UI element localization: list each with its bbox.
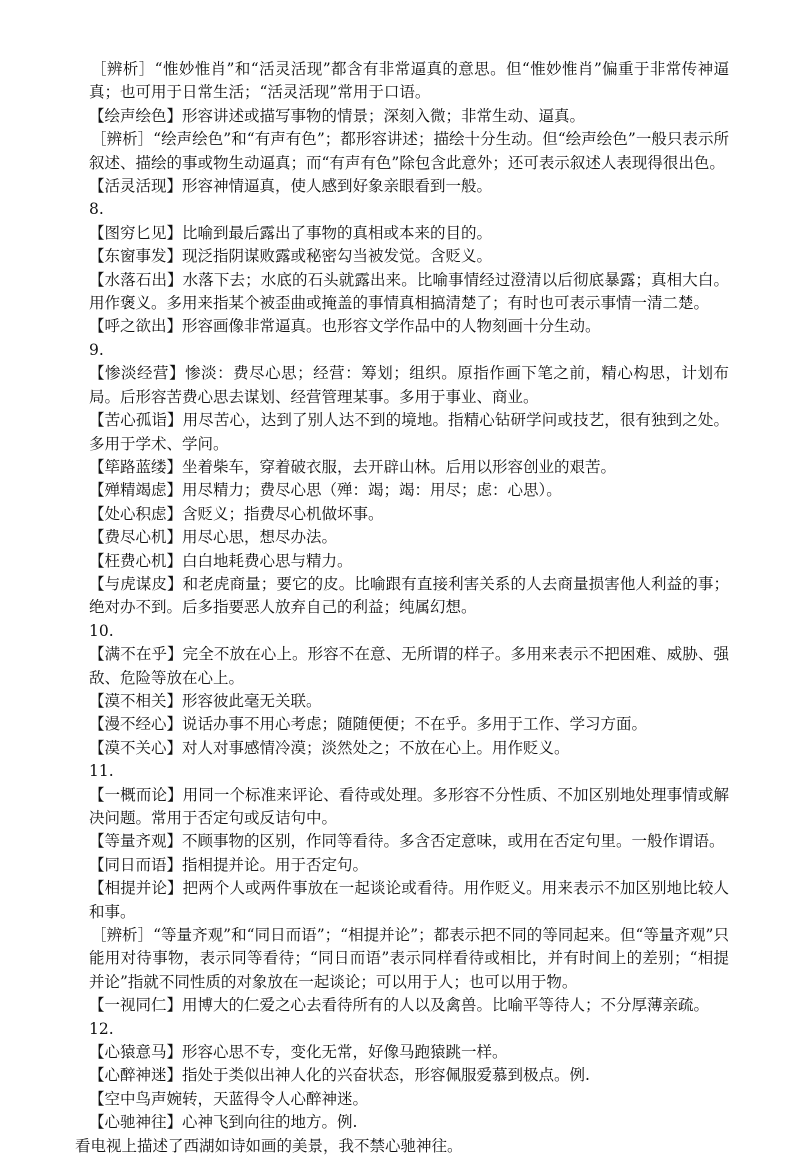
idiom-entry: 【处心积虑】含贬义；指费尽心机做坏事。 <box>89 504 384 523</box>
document-page <box>75 58 729 1158</box>
idiom-entry: 【一视同仁】用博大的仁爱之心去看待所有的人以及禽兽。比喻平等待人；不分厚薄亲疏。 <box>89 996 710 1015</box>
idiom-entry: 【筚路蓝缕】坐着柴车，穿着破衣服，去开辟山林。后用以形容创业的艰苦。 <box>89 457 617 476</box>
idiom-entry: 【呼之欲出】形容画像非常逼真。也形容文学作品中的人物刻画十分生动。 <box>89 317 601 336</box>
example-sentence: 看电视上描述了西湖如诗如画的美景，我不禁心驰神往。 <box>75 1136 463 1155</box>
idiom-entry: 【一概而论】用同一个标准来评论、看待或处理。多形容不分性质、不加区别地处理事情或解决问题。常用于否定句或反诘句中。 <box>89 785 729 827</box>
section-number: 11. <box>89 762 114 781</box>
section-number: 8. <box>89 200 104 219</box>
paragraph-analysis-3: ［辨析］“等量齐观”和“同日而语”；“相提并论”；都表示把不同的等同起来。但“等量齐观”只能用对待事物，表示同等看待；“同日而语”表示同样看待或相比，并有时间上的差别；“相提并论”指就不同性质的对象放在一起谈论；可以用于人；也可以用于物。 <box>89 926 729 991</box>
example-sentence: 【空中鸟声婉转，天蓝得令人心醉神迷。 <box>89 1089 369 1108</box>
paragraph-analysis-1: ［辨析］“惟妙惟肖”和“活灵活现”都含有非常逼真的意思。但“惟妙惟肖”偏重于非常传神逼真；也可用于日常生活；“活灵活现”常用于口语。 <box>89 60 729 102</box>
idiom-entry: 【心猿意马】形容心思不专，变化无常，好像马跑猿跳一样。 <box>89 1043 508 1062</box>
idiom-entry: 【惨淡经营】惨淡：费尽心思；经营：筹划；组织。原指作画下笔之前，精心构思，计划布局。后形容苦费心思去谋划、经营管理某事。多用于事业、商业。 <box>89 364 729 406</box>
idiom-entry: 【费尽心机】用尽心思，想尽办法。 <box>89 528 338 547</box>
paragraph-analysis-2: ［辨析］“绘声绘色”和“有声有色”；都形容讲述；描绘十分生动。但“绘声绘色”一般只表示所叙述、描绘的事或物生动逼真；而“有声有色”除包含此意外；还可表示叙述人表现得很出色。 <box>89 130 729 172</box>
idiom-entry: 【东窗事发】现泛指阴谋败露或秘密勾当被发觉。含贬义。 <box>89 247 493 266</box>
idiom-entry: 【水落石出】水落下去；水底的石头就露出来。比喻事情经过澄清以后彻底暴露；真相大白。用作褒义。多用来指某个被歪曲或掩盖的事情真相搞清楚了；有时也可表示事情一清二楚。 <box>89 270 729 313</box>
idiom-entry: 【同日而语】指相提并论。用于否定句。 <box>89 855 369 874</box>
section-number: 12. <box>89 1019 114 1038</box>
idiom-entry: 【心驰神往】心神飞到向往的地方。例. <box>89 1113 358 1132</box>
idiom-entry: 【漫不经心】说话办事不用心考虑；随随便便；不在乎。多用于工作、学习方面。 <box>89 715 648 734</box>
idiom-entry: 【图穷匕见】比喻到最后露出了事物的真相或本来的目的。 <box>89 223 493 242</box>
idiom-entry: 【活灵活现】形容神情逼真，使人感到好象亲眼看到一般。 <box>89 177 493 196</box>
idiom-entry: 【漠不关心】对人对事感情冷漠；淡然处之；不放在心上。用作贬义。 <box>89 738 570 757</box>
idiom-entry: 【枉费心机】白白地耗费心思与精力。 <box>89 551 353 570</box>
idiom-entry: 【漠不相关】形容彼此毫无关联。 <box>89 691 322 710</box>
idiom-entry: 【殚精竭虑】用尽精力；费尽心思（殚：竭；竭：用尽；虑：心思）。 <box>89 481 562 500</box>
idiom-entry: 【等量齐观】不顾事物的区别，作同等看待。多含否定意味，或用在否定句里。一般作谓语。 <box>89 832 725 851</box>
section-number: 9. <box>89 340 104 359</box>
idiom-entry: 【满不在乎】完全不放在心上。形容不在意、无所谓的样子。多用来表示不把困难、威胁、强敌、危险等放在心上。 <box>89 645 729 687</box>
section-number: 10. <box>89 621 114 640</box>
idiom-entry: 【心醉神迷】指处于类似出神人化的兴奋状态，形容佩服爱慕到极点。例. <box>89 1066 590 1085</box>
idiom-entry: 【苦心孤诣】用尽苦心，达到了别人达不到的境地。指精心钻研学问或技艺，很有独到之处。多用于学术、学问。 <box>89 411 729 453</box>
idiom-entry: 【与虎谋皮】和老虎商量；要它的皮。比喻跟有直接利害关系的人去商量损害他人利益的事；绝对办不到。后多指要恶人放弃自己的利益；纯属幻想。 <box>89 574 729 617</box>
idiom-entry: 【相提并论】把两个人或两件事放在一起谈论或看待。用作贬义。用来表示不加区别地比较人和事。 <box>89 879 729 921</box>
idiom-entry: 【绘声绘色】形容讲述或描写事物的情景；深刻入微；非常生动、逼真。 <box>89 106 586 125</box>
